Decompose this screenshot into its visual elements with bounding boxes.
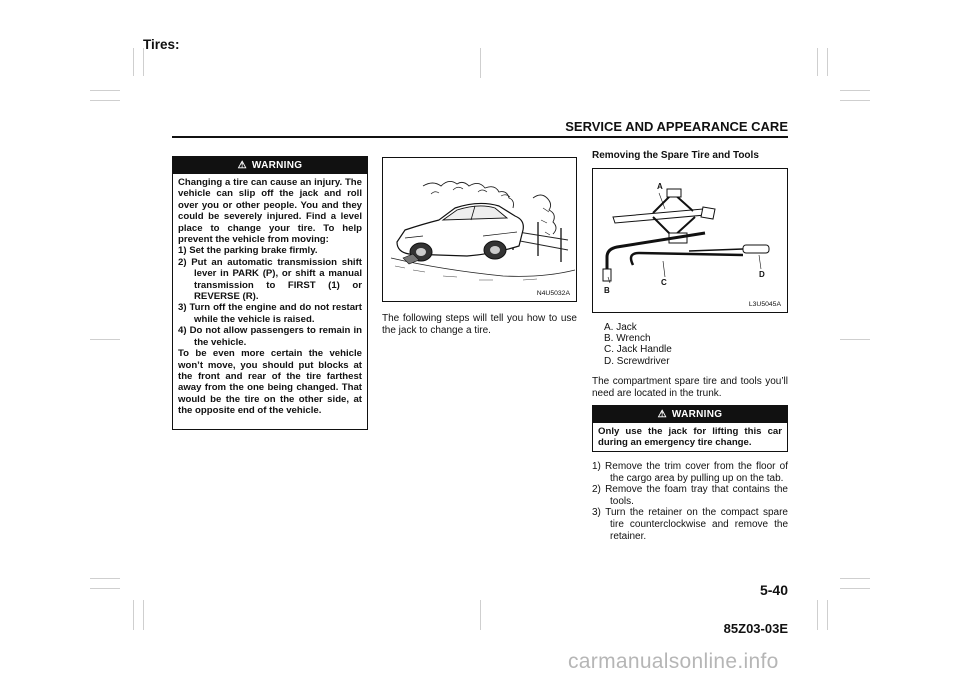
section-title: SERVICE AND APPEARANCE CARE xyxy=(565,119,788,134)
warning-step: 4) Do not allow passengers to remain in the vehicle. xyxy=(178,325,362,348)
crop-mark xyxy=(840,100,870,101)
figure-code: L3U5045A xyxy=(748,301,781,308)
crop-mark xyxy=(840,339,870,340)
crop-mark xyxy=(840,90,870,91)
warning-heading: WARNING xyxy=(671,409,723,420)
label-a: A xyxy=(657,182,663,191)
crop-mark xyxy=(827,48,828,76)
crop-mark xyxy=(143,48,144,76)
jack-and-tools-illustration xyxy=(593,169,787,312)
warning-icon: ⚠ xyxy=(657,409,667,420)
warning-text xyxy=(173,174,367,421)
spare-tire-paragraph: The compartment spare tire and tools you’ll need are located in the trunk. xyxy=(592,376,788,399)
warning-heading: WARNING xyxy=(251,160,303,171)
crop-mark xyxy=(90,90,120,91)
label-b: B xyxy=(604,286,610,295)
crop-mark xyxy=(827,600,828,630)
step-item: 1) Remove the trim cover from the floor of the cargo area by pulling up on the tab. xyxy=(592,461,788,484)
crop-mark xyxy=(840,588,870,589)
removal-steps xyxy=(592,461,788,542)
warning-header xyxy=(173,157,367,174)
header-rule xyxy=(172,136,788,138)
jack-warning-box xyxy=(592,405,788,452)
crop-mark xyxy=(90,578,120,579)
warning-step: 3) Turn off the engine and do not restart while the vehicle is raised. xyxy=(178,302,362,325)
tools-figure xyxy=(592,168,788,313)
step-item: 2) Remove the foam tray that contains the tools. xyxy=(592,484,788,507)
crop-mark xyxy=(480,48,481,78)
warning-text: Only use the jack for lifting this car during an emergency tire change. xyxy=(598,426,782,449)
warning-header xyxy=(593,406,787,423)
figure-code: N4U5032A xyxy=(536,290,570,297)
crop-mark xyxy=(90,100,120,101)
warning-step: 2) Put an automatic transmission shift lever in PARK (P), or shift a manual transmission to FIRST (1) or REVERSE (R). xyxy=(178,256,362,303)
crop-mark xyxy=(480,600,481,630)
watermark: carmanualsonline.info xyxy=(568,650,779,673)
section-tab-label: Tires: xyxy=(143,37,180,52)
warning-step: 1) Set the parking brake firmly. xyxy=(178,245,318,257)
crop-mark xyxy=(133,600,134,630)
list-item: A. Jack xyxy=(604,322,637,333)
jack-intro-paragraph: The following steps will tell you how to use the jack to change a tire. xyxy=(382,313,577,336)
car-figure xyxy=(382,157,577,302)
crop-mark xyxy=(90,339,120,340)
spare-tire-heading: Removing the Spare Tire and Tools xyxy=(592,150,759,161)
crop-mark xyxy=(90,588,120,589)
car-on-slope-illustration xyxy=(383,158,576,301)
crop-mark xyxy=(817,48,818,76)
warning-box xyxy=(172,156,368,430)
warning-outro: To be even more certain the vehicle won’t move, you should put blocks at the front and rear of the tire farthest away from the one being changed. That would be the tire on the other side, at the opposite end of the vehicle. xyxy=(178,348,362,417)
list-item: D. Screwdriver xyxy=(604,355,670,367)
warning-intro: Changing a tire can cause an injury. The vehicle can slip off the jack and roll over you or other people. You and they could be severely injured. Find a level place to change your tire. To help prevent the vehicle from moving: xyxy=(178,177,362,246)
step-item: 3) Turn the retainer on the compact spare tire counterclockwise and remove the retainer. xyxy=(592,507,788,542)
list-item: C. Jack Handle xyxy=(604,344,672,356)
tools-list xyxy=(604,322,784,367)
crop-mark xyxy=(133,48,134,76)
crop-mark xyxy=(143,600,144,630)
page-number: 5-40 xyxy=(759,582,788,598)
list-item: B. Wrench xyxy=(604,333,651,345)
warning-icon: ⚠ xyxy=(237,160,247,171)
crop-mark xyxy=(840,578,870,579)
label-d: D xyxy=(759,270,765,279)
label-c: C xyxy=(661,278,667,287)
crop-mark xyxy=(817,600,818,630)
document-id: 85Z03-03E xyxy=(723,621,788,636)
